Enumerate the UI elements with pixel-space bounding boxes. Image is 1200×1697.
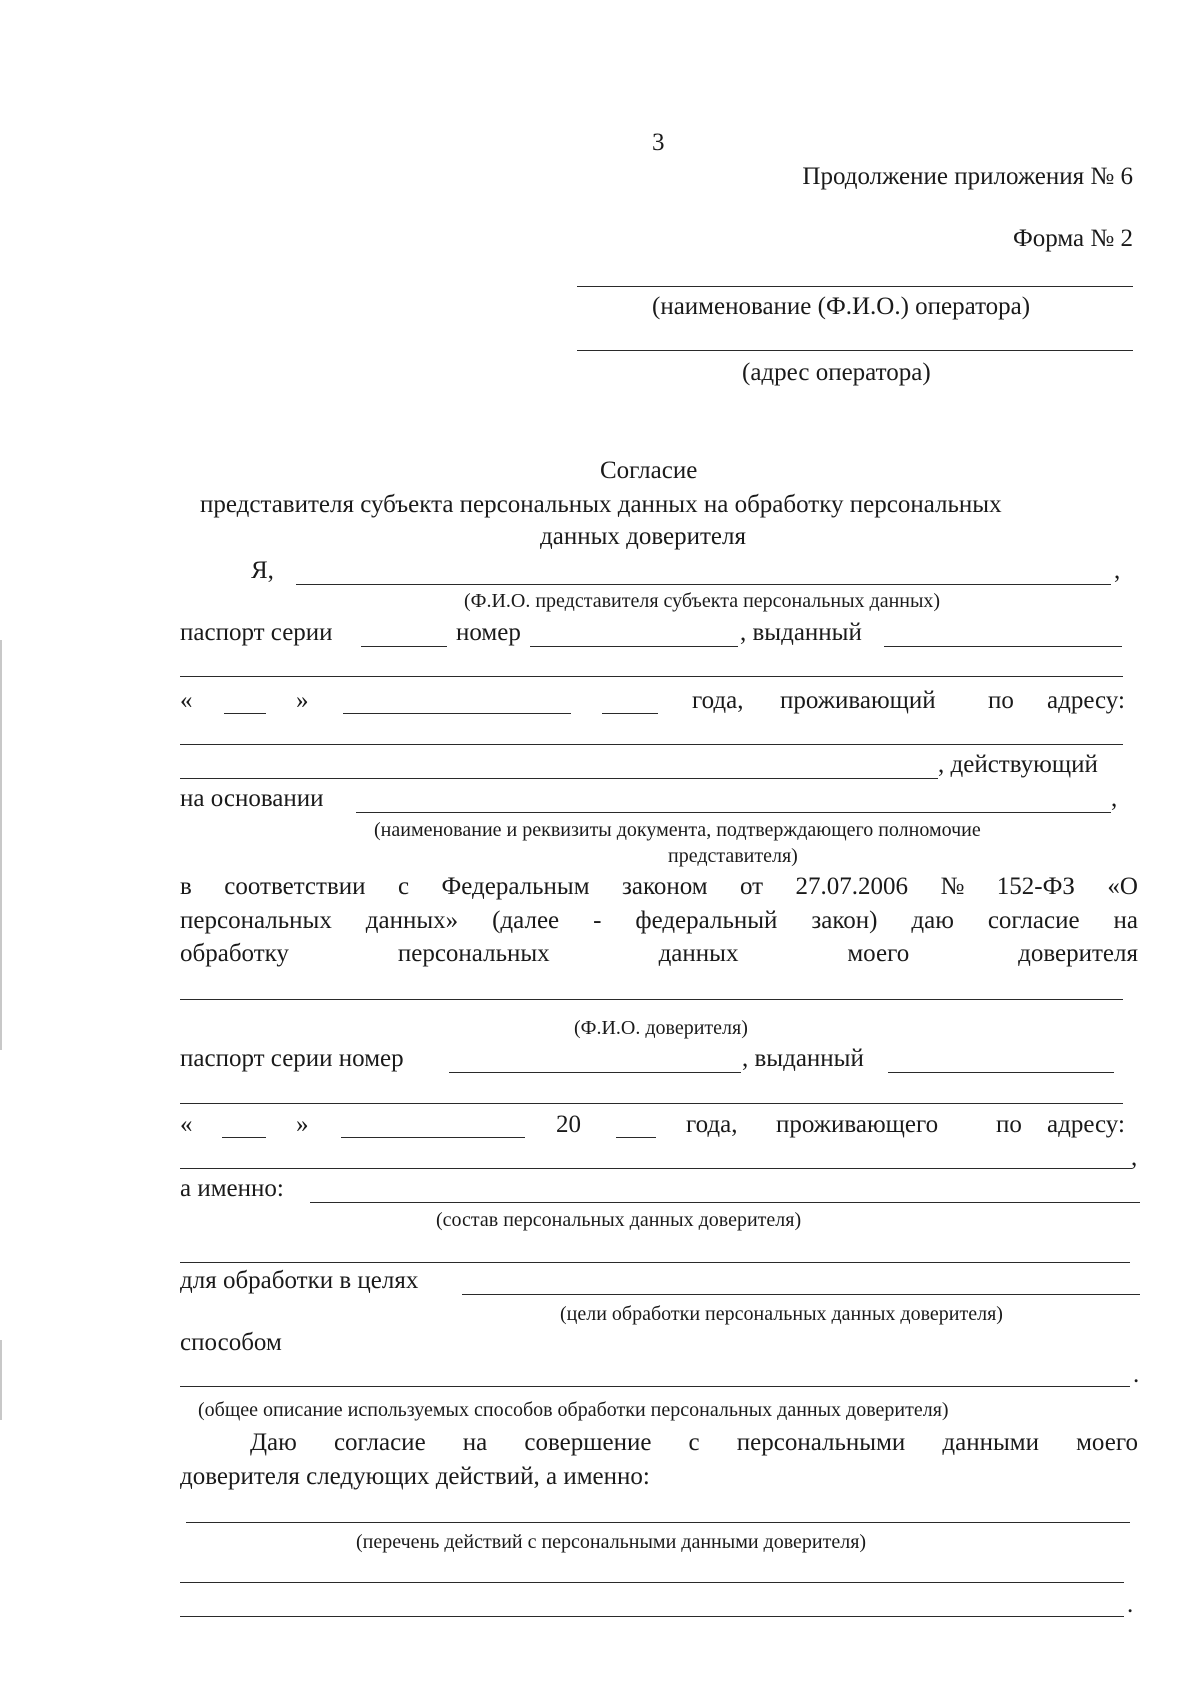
principal-issued-label: , выданный [742,1045,864,1072]
data-composition-caption: (состав персональных данных доверителя) [436,1209,802,1231]
word: соответствии [224,873,366,900]
number-label: номер [456,619,521,646]
law-date: 27.07.2006 [795,873,909,900]
appendix-continuation: Продолжение приложения № 6 [802,163,1133,190]
form-number: Форма № 2 [1013,225,1133,252]
purposes-label: для обработки в целях [180,1267,419,1294]
acting-label: , действующий [938,751,1098,778]
word: моего [847,940,910,967]
comma: , [1131,1144,1138,1171]
purposes-caption: (цели обработки персональных данных доверителя) [560,1303,1003,1325]
address-label: адресу: [1047,687,1125,714]
quote-open: « [180,1111,193,1138]
law-paragraph-line-2 [180,906,1138,936]
word: доверителя [1018,940,1138,967]
page-number: 3 [652,129,665,156]
by-label: по [996,1111,1022,1138]
word: от [739,873,764,900]
word: федеральный [635,907,778,934]
quote-open: « [180,687,193,714]
year-line[interactable] [602,713,658,714]
quote-close: » [296,1111,309,1138]
issued-label: , выданный [740,619,862,646]
passport-number-line[interactable] [530,646,738,647]
actions-paragraph-line-1 [250,1428,1138,1458]
representative-fio-line[interactable] [296,584,1111,585]
year-label: года, [692,687,744,714]
word: на [1113,907,1138,934]
representative-address-line[interactable] [180,744,1123,745]
year-prefix: 20 [556,1111,581,1138]
month-line[interactable] [343,713,571,714]
method-caption: (общее описание используемых способов обработки персональных данных доверителя) [198,1399,949,1421]
residing-label: проживающий [780,687,936,714]
day-line[interactable] [224,713,266,714]
method-line[interactable] [180,1386,1130,1387]
law-paragraph-line-3 [180,939,1138,969]
word: Федеральным [441,873,590,900]
issued-by-line[interactable] [884,646,1122,647]
word: персональными [736,1429,906,1456]
principal-issued-by-line[interactable] [888,1072,1114,1073]
word: (далее [492,907,560,934]
principal-fio-caption: (Ф.И.О. доверителя) [574,1017,748,1039]
passport-series-label: паспорт серии [180,619,333,646]
principal-day-line[interactable] [222,1137,266,1138]
word: персональных [397,940,550,967]
principal-address-line[interactable] [180,1168,1132,1169]
representative-fio-caption: (Ф.И.О. представителя субъекта персональных данных) [464,590,941,612]
word: обработку [180,940,289,967]
actions-list-caption: (перечень действий с персональными данными доверителя) [356,1531,867,1553]
principal-passport-label: паспорт серии номер [180,1045,404,1072]
word: данных» [365,907,459,934]
residing-label: проживающего [776,1111,939,1138]
scan-edge-mark [0,640,2,1050]
word: даю [911,907,954,934]
quote-close: » [296,687,309,714]
word: с [688,1429,700,1456]
by-label: по [988,687,1014,714]
word: моего [1076,1429,1138,1456]
year-label: года, [686,1111,738,1138]
operator-name-caption: (наименование (Ф.И.О.) оператора) [652,293,1031,320]
scan-edge-mark [0,1340,2,1420]
actions-paragraph-line-2: доверителя следующих действий, а именно: [180,1463,650,1490]
word: № [940,873,965,900]
period: . [1133,1361,1140,1388]
law-number: 152-ФЗ [996,873,1075,900]
data-composition-line-2[interactable] [180,1262,1130,1263]
principal-month-line[interactable] [341,1137,525,1138]
word: закон) [811,907,878,934]
word: Даю [250,1429,297,1456]
data-composition-line[interactable] [310,1202,1140,1203]
comma: , [1114,557,1121,584]
actions-list-line-2[interactable] [180,1582,1124,1583]
principal-issued-by-line-2[interactable] [180,1103,1123,1104]
operator-address-line[interactable] [577,350,1133,351]
word: данных [658,940,739,967]
basis-document-caption: (наименование и реквизиты документа, подтверждающего полномочие [374,819,981,841]
basis-document-caption-2: представителя) [668,845,798,867]
actions-list-line-3[interactable] [180,1616,1124,1617]
passport-series-line[interactable] [361,646,447,647]
principal-passport-line[interactable] [449,1072,741,1073]
word: в [180,873,192,900]
document-title: Согласие [600,457,698,484]
principal-year-line[interactable] [616,1137,656,1138]
address-label: адресу: [1047,1111,1125,1138]
on-basis-label: на основании [180,785,324,812]
method-label: способом [180,1329,282,1356]
word: согласие [333,1429,426,1456]
word: законом [621,873,708,900]
word: с [397,873,410,900]
actions-list-line[interactable] [186,1522,1130,1523]
word: - [593,907,602,934]
period: . [1127,1591,1134,1618]
representative-address-line-2[interactable] [180,778,938,779]
word: персональных [180,907,332,934]
basis-document-line[interactable] [356,812,1111,813]
comma: , [1111,785,1118,812]
operator-address-caption: (адрес оператора) [742,359,931,386]
word: согласие [987,907,1080,934]
principal-fio-line[interactable] [180,999,1123,1000]
document-subtitle: представителя субъекта персональных данных на обработку персональных [200,491,1002,518]
law-paragraph-line-1 [180,872,1138,902]
ya-label: Я, [251,557,274,584]
issued-by-line-2[interactable] [180,676,1123,677]
purposes-line[interactable] [462,1294,1140,1295]
word: совершение [524,1429,652,1456]
word: «О [1107,873,1138,900]
namely-label: а именно: [180,1175,284,1202]
word: данными [942,1429,1039,1456]
word: на [462,1429,488,1456]
document-subtitle-2: данных доверителя [540,523,746,550]
operator-name-line[interactable] [577,286,1133,287]
